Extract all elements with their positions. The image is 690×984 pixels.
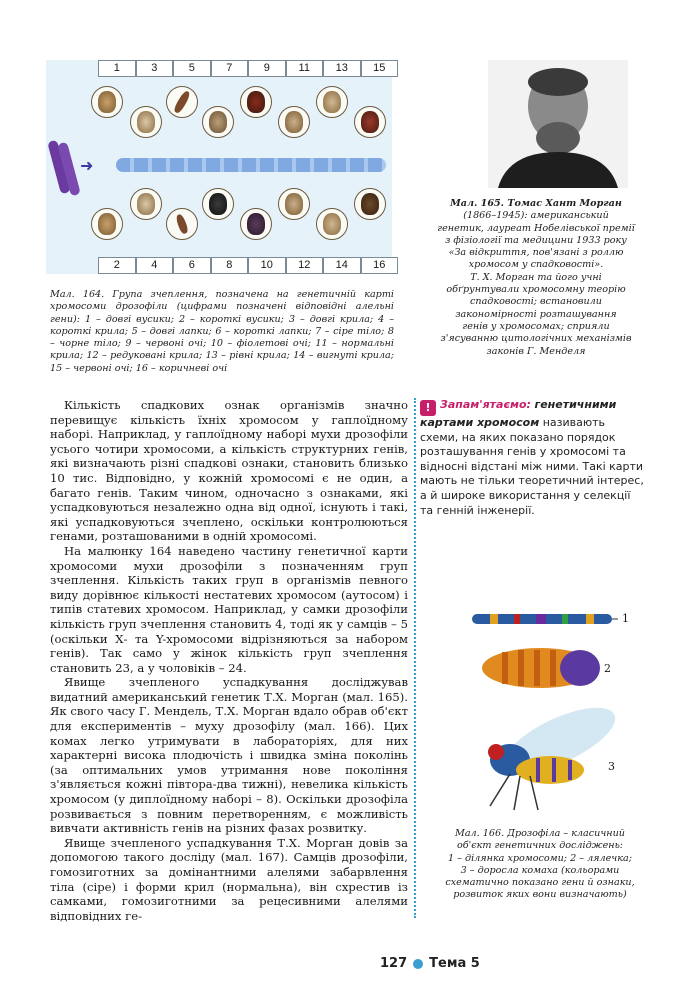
gene-number: 12 [286, 257, 324, 274]
caption-line: спадковості; встановили [470, 296, 602, 308]
bullet-dot-icon [413, 959, 423, 969]
dotted-divider [414, 398, 416, 918]
figure-label: 3 [608, 760, 615, 773]
portrait-icon [488, 60, 628, 188]
trait-red-eyes-2-icon [354, 106, 386, 138]
trait-grey-body-icon [202, 106, 234, 138]
caption-line: Мал. 166. Дрозофіла – класичний [455, 828, 625, 839]
gene-number: 2 [98, 257, 136, 274]
arrow-right-icon: ➜ [80, 156, 94, 175]
figure-166-caption [434, 828, 646, 902]
caption-line: Т. Х. Морган та його учні [470, 271, 602, 283]
caption-line: «За відкриття, пов'язані з роллю [448, 247, 624, 259]
trait-reduced-wings-icon [278, 188, 310, 220]
caption-line: з'ясуванню цитологічних механізмів [440, 333, 632, 345]
paragraph: Явище зчепленого успадкування Т.Х. Морган довів за допомогою такого досліду (мал. 167). Самців дрозофіли, гомозиготних за домінантними алелями забарвлення тіла (сіре) і форми крил (нормальна), він схрестив із самками, гомозиготними за рецесивними алелями відповідних ге- [50, 835, 408, 923]
top-gene-numbers [98, 60, 398, 77]
gene-number: 10 [248, 257, 286, 274]
paragraph: Явище зчепленого успадкування досліджував видатний американський генетик Т.Х. Морган (мал. 165). Як свого часу Г. Мендель, Т.Х. Морган вдало обрав об'єкт для експериментів – муху дрозофілу (мал. 166). Цих комах легко утримувати в лабораторіях, для них характерні висока плодючість і швидка зміна поколінь (за оптимальних умов утримання нове покоління з'являється кожні півтора-два тижні), невелика кількість хромосом (у диплоїдному наборі – 8). Оскільки дрозофіла розвивається з повним перетворенням, є можливість вивчати активність генів на різних фазах розвитку. [50, 675, 408, 836]
figure-label: 1 [622, 612, 629, 625]
portrait-morgan-photo [488, 60, 628, 188]
trait-normal-wings-icon [278, 106, 310, 138]
gene-number: 4 [136, 257, 174, 274]
figure-165-caption [418, 198, 654, 358]
caption-line: 1 – ділянка хромосоми; 2 – лялечка; [448, 852, 632, 864]
gene-number: 9 [248, 60, 286, 77]
gene-number: 16 [361, 257, 399, 274]
trait-black-body-icon [202, 188, 234, 220]
caption-line: об'єкт генетичних досліджень: [456, 840, 624, 852]
trait-long-legs-icon [166, 86, 198, 118]
caption-line: генів у хромосомах; сприяли [462, 320, 610, 332]
trait-long-antennae-icon [91, 86, 123, 118]
chromosome-band [116, 158, 386, 172]
page-number: 127 [380, 956, 408, 971]
caption-line: закономірності розташування [455, 308, 617, 320]
adult-fly-icon [488, 695, 624, 810]
gene-number: 7 [211, 60, 249, 77]
caption-line: розвиток яких вони визначають) [453, 889, 627, 901]
trait-brown-eyes-icon [354, 188, 386, 220]
drosophila-illustration-icon [440, 600, 646, 822]
main-text [50, 398, 408, 923]
gene-number: 3 [136, 60, 174, 77]
gene-number: 15 [361, 60, 399, 77]
trait-straight-wings-icon [316, 86, 348, 118]
exclamation-icon: ! [420, 400, 436, 416]
trait-curved-wings-icon [316, 208, 348, 240]
figure-label: 2 [604, 662, 611, 675]
caption-line: хромосом у спадковості». [468, 259, 604, 271]
gene-number: 6 [173, 257, 211, 274]
trait-red-eyes-icon [240, 86, 272, 118]
gene-number: 14 [323, 257, 361, 274]
gene-number: 1 [98, 60, 136, 77]
caption-line: генетик, лауреат Нобелівської премії [437, 222, 635, 234]
trait-long-wings-icon [130, 106, 162, 138]
caption-line: 3 – доросла комаха (кольорами [460, 864, 620, 876]
gene-number: 5 [173, 60, 211, 77]
caption-line: (1866–1945): американський [463, 210, 609, 222]
remember-text: називають схеми, на яких показано порядок розташування генів у хромосомі та відносні відстані між ними. Такі карти мають не тільки теоретичний інтерес, а й широке використання у селекції та генній інженерії. [420, 416, 644, 517]
caption-line: законів Г. Менделя [486, 345, 586, 357]
caption-line: схематично показано гени й ознаки, [445, 877, 635, 889]
figure-164-caption: Мал. 164. Група зчеплення, позначена на генетичній карті хромосоми дрозофіли (цифрами позначені відповідні алельні гени): 1 – довгі вусики; 2 – короткі вусики; 3 – довгі крила; 4 – короткі крила; 5 – довгі лапки; 6 – короткі лапки; 7 – сіре тіло; 8 – чорне тіло; 9 – червоні очі; 10 – фіолетові очі; 11 – нормальні крила; 12 – редуковані крила; 13 – рівні крила; 14 – вигнуті крила; 15 – червоні очі; 16 – коричневі очі [50, 289, 394, 374]
page-footer [380, 956, 480, 971]
paragraph: На малюнку 164 наведено частину генетичної карти хромосоми мухи дрозофіли з позначенням груп зчеплення. Кількість таких груп в організмів певного виду дорівнює кількості нестатевих хромосом (аутосом) і типів статевих хромосом. Наприклад, у самки дрозофіли кількість груп зчеплення становить 4, тоді як у самців – 5 (оскільки Х- та Y-хромосоми відрізняються за набором генів). Так само у жінок кількість груп зчеплення становить 23, а у чоловіків – 24. [50, 543, 408, 675]
caption-line: Мал. 165. Томас Хант Морган [450, 198, 622, 209]
trait-short-antennae-icon [91, 208, 123, 240]
caption-line: обґрунтували хромосомну теорію [446, 284, 626, 296]
paragraph: Кількість спадкових ознак організмів значно перевищує кількість їхніх хромосом у гаплоїдному наборі. Наприклад, у гаплоїдному наборі мухи дрозофіли усього чотири хромосоми, а кількість структурних генів, які визначають різні спадкові ознаки, становить близько 10 тис. Відповідно, у кожній хромосомі є не один, а багато генів. Таким чином, одночасно з ознаками, які успадковуються незалежно одна від одної, існують і такі, які успадковуються зчеплено, оскільки контролюються генами, розташованими в одній хромосомі. [50, 398, 408, 544]
figure-164-genetic-map [46, 60, 392, 274]
trait-short-wings-icon [130, 188, 162, 220]
trait-purple-eyes-icon [240, 208, 272, 240]
bottom-gene-numbers [98, 257, 398, 274]
chromosome-segment-icon [472, 614, 618, 624]
gene-number: 13 [323, 60, 361, 77]
pupa-icon [482, 648, 600, 688]
figure-166-drosophila [440, 600, 646, 822]
topic-label: Тема 5 [429, 956, 480, 971]
caption-line: з фізіології та медицини 1933 року [445, 234, 627, 246]
gene-number: 8 [211, 257, 249, 274]
remember-label: Запам'ятаємо: [440, 398, 531, 411]
gene-number: 11 [286, 60, 324, 77]
trait-short-legs-icon [166, 208, 198, 240]
remember-term: генетичними картами хромосом [420, 398, 617, 429]
remember-box [420, 398, 646, 518]
